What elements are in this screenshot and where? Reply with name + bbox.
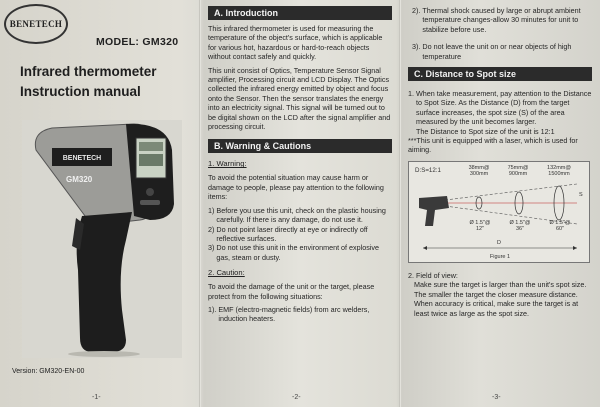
warning-body bbox=[208, 173, 392, 262]
distance-label: 38mm@ 300mm bbox=[468, 164, 490, 178]
spot-label: Ø 1.5"@ 36" bbox=[509, 219, 531, 233]
field-of-view-text: Make sure the target is larger than the unit's spot size. The smaller the target the closer measure distance. When accuracy is critical, make sure the target is at least twice as large as the spot size. bbox=[414, 280, 587, 318]
caution-label: 2. Caution: bbox=[208, 268, 245, 278]
warning-item-number: 1) bbox=[208, 205, 215, 215]
intro-para-2: This unit consist of Optics, Temperature Sensor Signal amplifier, Processing circuit and LCD Display. The Optics collected the infrared energy emitted by object and focus onto the Sensor. Then the sensor translates the energy into an electricity signal. This signal will be turned out to be digital shown on the LCD after the signal amplifier and processing circuit. bbox=[208, 65, 391, 132]
distance-heading: C. Distance to Spot size bbox=[408, 67, 592, 81]
caution-item-text: Thermal shock caused by large or abrupt ambient temperature changes-allow 30 minutes for unit to stabilize before use. bbox=[422, 6, 581, 34]
s-label: S bbox=[579, 191, 583, 198]
field-of-view-section bbox=[408, 271, 592, 318]
warning-label: 1. Warning: bbox=[208, 159, 247, 169]
brand-logo bbox=[4, 4, 68, 44]
warning-item bbox=[208, 225, 392, 244]
version-label: Version: GM320-EN-00 bbox=[12, 368, 85, 375]
warning-item-number: 2) bbox=[208, 224, 215, 234]
model-label: MODEL: GM320 bbox=[96, 36, 179, 48]
cover-title bbox=[20, 62, 157, 102]
warning-item-text: Do not use this unit in the environment of explosive gas, steam or dusty. bbox=[216, 243, 380, 262]
distance-item-text: When take measurement, pay attention to the Distance to Spot Size. As the Distance (D) from the target surface increases, the spot size (S) of the area measured by the unit becomes larger. bbox=[416, 89, 592, 127]
warning-item-text: Do not point laser directly at eye or indirectly off reflective surfaces. bbox=[216, 224, 368, 243]
thermometer-illustration bbox=[22, 120, 182, 358]
caution-item-number: 1). bbox=[208, 304, 217, 314]
cautions-continued bbox=[408, 6, 592, 61]
distance-item-number: 1. bbox=[408, 89, 414, 99]
thermometer-image bbox=[22, 120, 182, 358]
panel-distance-spot bbox=[400, 0, 600, 407]
figure-caption: Figure 1 bbox=[489, 253, 511, 260]
warning-item-text: Before you use this unit, check on the plastic housing carefully. If there is any damage, do not use it. bbox=[216, 205, 386, 225]
caution-intro: To avoid the damage of the unit or the target, please protect from the following situations: bbox=[208, 282, 375, 301]
ratio-line: The Distance to Spot size of the unit is 12:1 bbox=[416, 126, 555, 136]
caution-item-number: 3). bbox=[412, 42, 421, 52]
intro-para-1: This infrared thermometer is used for measuring the temperature of the object's surface, which is applicable for various hot, hazardous or hard-to-reach objects without contact safely and quickly. bbox=[208, 24, 383, 62]
intro-body bbox=[208, 24, 392, 131]
intro-heading: A. Introduction bbox=[208, 6, 392, 20]
distance-body bbox=[408, 89, 592, 155]
caution-item bbox=[412, 42, 592, 61]
distance-label: 75mm@ 900mm bbox=[507, 164, 529, 178]
page-number-2: -2- bbox=[292, 394, 301, 401]
spot-label: Ø 1.5"@ 12" bbox=[469, 219, 491, 233]
caution-body bbox=[208, 282, 392, 324]
cover-title-line1: Infrared thermometer bbox=[20, 64, 157, 79]
page-number-1: -1- bbox=[92, 394, 101, 401]
caution-item-text: EMF (electro-magnetic fields) from arc welders, induction heaters. bbox=[218, 304, 370, 324]
cover-title-line2: Instruction manual bbox=[20, 84, 141, 99]
caution-item-number: 2). bbox=[412, 6, 421, 15]
caution-item-text: Do not leave the unit on or near objects of high temperature bbox=[422, 42, 572, 61]
warnings-heading: B. Warning & Cautions bbox=[208, 139, 392, 153]
spot-size-figure bbox=[408, 161, 590, 263]
field-of-view-label: 2. Field of view: bbox=[408, 270, 458, 280]
distance-label: 132mm@ 1500mm bbox=[547, 164, 571, 178]
caution-item bbox=[208, 305, 392, 324]
spot-label: Ø 1.5"@ 60" bbox=[549, 219, 571, 233]
warning-intro: To avoid the potential situation may cause harm or damage to people, please pay attention to the following items: bbox=[208, 173, 384, 202]
ratio-label: D:S=12:1 bbox=[415, 166, 441, 174]
d-label: D bbox=[497, 239, 501, 246]
device-brand-text: BENETECH bbox=[62, 155, 102, 162]
brand-name: BENETECH bbox=[9, 19, 63, 29]
laser-note: ***This unit is equipped with a laser, which is used for aiming. bbox=[408, 136, 578, 155]
page-number-3: -3- bbox=[492, 394, 501, 401]
device-model-text: GM320 bbox=[66, 175, 93, 184]
caution-item bbox=[412, 6, 592, 34]
warning-item bbox=[208, 243, 392, 262]
panel-intro-warnings bbox=[200, 0, 400, 407]
cover-panel bbox=[0, 0, 200, 407]
distance-item bbox=[408, 89, 592, 127]
warning-item bbox=[208, 206, 392, 225]
warning-item-number: 3) bbox=[208, 243, 215, 253]
